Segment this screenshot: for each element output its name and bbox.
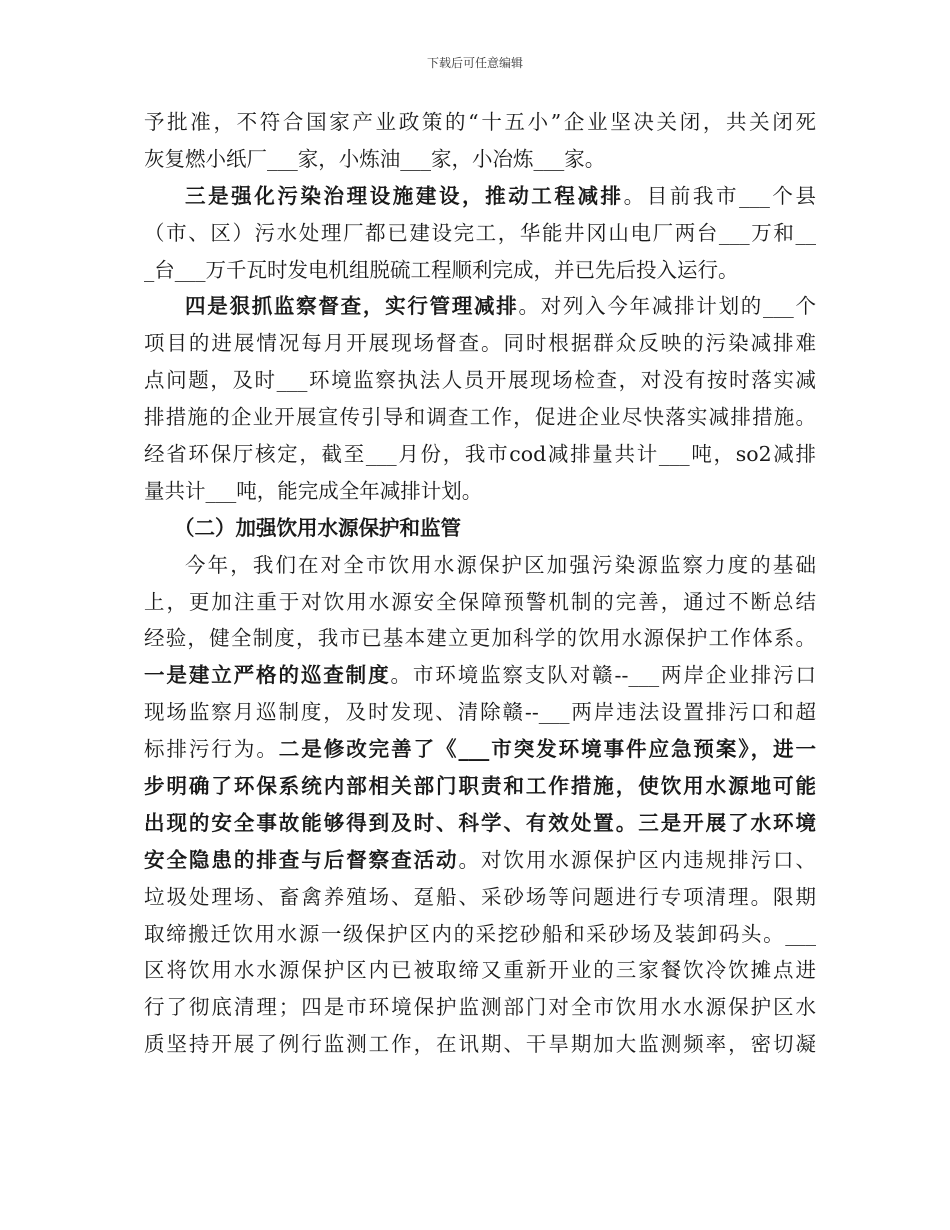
text-line <box>144 547 816 584</box>
text-span: 今年，我们在对全市饮用水源保护区加强污染源监察力度的基础 <box>185 552 816 577</box>
text-span: 点问题，及时___环境监察执法人员开展现场检查，对没有按时落实减 <box>144 368 816 393</box>
text-line <box>144 879 816 916</box>
text-span: _台___万千瓦时发电机组脱硫工程顺利完成，并已先后投入运行。 <box>144 257 739 282</box>
text-span: 标排污行为。 <box>144 737 279 762</box>
text-span: 垃圾处理场、畜禽养殖场、趸船、采砂场等问题进行专项清理。限期 <box>144 884 816 909</box>
text-span: 予批准，不符合国家产业政策的“十五小”企业坚决关闭，共关闭死 <box>144 110 816 134</box>
text-line <box>144 731 816 768</box>
text-span: 。市环境监察支队对赣--___两岸企业排污口 <box>390 663 817 688</box>
text-line <box>144 325 816 362</box>
text-line <box>144 768 816 805</box>
text-line <box>144 620 816 657</box>
text-line <box>144 842 816 879</box>
section-heading <box>144 510 816 547</box>
text-span: 。对饮用水源保护区内违规排污口、 <box>458 847 817 872</box>
text-line <box>144 989 816 1026</box>
bold-text: 出现的安全事故能够得到及时、科学、有效处置。三是开展了水环境 <box>144 810 816 835</box>
text-line <box>144 657 816 694</box>
text-line <box>144 399 816 436</box>
text-line <box>144 584 816 621</box>
bold-text: 三是强化污染治理设施建设，推动工程减排 <box>185 183 624 208</box>
text-line <box>144 141 816 178</box>
text-span: 。目前我市___个县 <box>623 183 817 208</box>
text-span: 量共计___吨，能完成全年减排计划。 <box>144 478 483 503</box>
text-span: 灰复燃小纸厂___家，小炼油___家，小冶炼___家。 <box>144 146 606 171</box>
text-span: 经省环保厅核定，截至___月份，我市cod减排量共计___吨，so2减排 <box>144 442 816 467</box>
text-span: 取缔搬迁饮用水源一级保护区内的采挖砂船和采砂场及装卸码头。___ <box>144 921 816 946</box>
text-span: 质坚持开展了例行监测工作，在讯期、干旱期加大监测频率，密切凝 <box>144 1032 816 1057</box>
text-line <box>144 916 816 953</box>
text-line <box>144 215 816 252</box>
bold-text: 安全隐患的排查与后督察查活动 <box>144 847 459 872</box>
text-line <box>144 288 816 325</box>
bold-text: 四是狠抓监察督查，实行管理减排 <box>185 294 519 319</box>
text-line <box>144 252 816 289</box>
page-header: 下载后可任意编辑 <box>426 56 523 70</box>
text-line <box>144 952 816 989</box>
text-line <box>144 178 816 215</box>
text-line <box>144 1026 816 1063</box>
text-line <box>144 362 816 399</box>
text-line <box>144 473 816 510</box>
text-span: 项目的进展情况每月开展现场督查。同时根据群众反映的污染减排难 <box>144 331 816 356</box>
text-span: 上，更加注重于对饮用水源安全保障预警机制的完善，通过不断总结 <box>144 589 816 614</box>
bold-text: 步明确了环保系统内部相关部门职责和工作措施，使饮用水源地可能 <box>144 774 816 799</box>
bold-text: （二）加强饮用水源保护和监管 <box>174 515 461 540</box>
text-line <box>144 694 816 731</box>
text-line <box>144 436 816 473</box>
text-span: 现场监察月巡制度，及时发现、清除赣--___两岸违法设置排污口和超 <box>144 700 816 725</box>
text-line <box>144 805 816 842</box>
bold-text: 一是建立严格的巡查制度 <box>144 663 391 688</box>
text-span: 行了彻底清理；四是市环境保护监测部门对全市饮用水水源保护区水 <box>144 995 816 1020</box>
text-line <box>144 104 816 141</box>
text-span: 区将饮用水水源保护区内已被取缔又重新开业的三家餐饮冷饮摊点进 <box>144 958 816 983</box>
text-span: 经验，健全制度，我市已基本建立更加科学的饮用水源保护工作体系。 <box>144 626 816 651</box>
document-body <box>144 104 816 1063</box>
text-span: 。对列入今年减排计划的___个 <box>518 294 817 319</box>
text-span: （市、区）污水处理厂都已建设完工，华能井冈山电厂两台___万和__ <box>144 220 816 245</box>
text-span: 排措施的企业开展宣传引导和调查工作，促进企业尽快落实减排措施。 <box>144 405 816 430</box>
bold-text: 二是修改完善了《___市突发环境事件应急预案》，进一 <box>278 737 817 762</box>
